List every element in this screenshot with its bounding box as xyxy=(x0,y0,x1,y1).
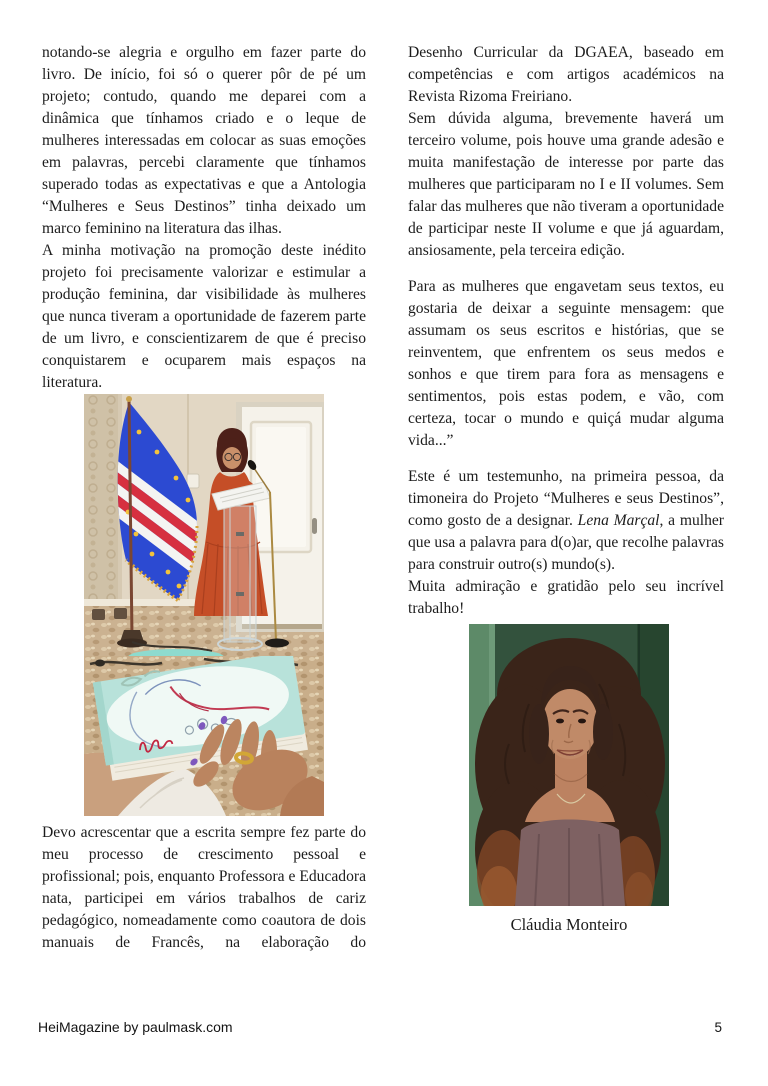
page-number: 5 xyxy=(714,1020,722,1035)
paragraph: Sem dúvida alguma, brevemente haverá um terceiro volume, pois houve uma grande adesão e muita manifestação de interesse por parte das mulheres que participaram no I e II volumes. Sem falar das mulheres que não tiveram a oportunidade de participar neste II volume e que já aguardam, ansiosamente, pela terceira edição. xyxy=(408,110,724,259)
paragraph: notando-se alegria e orgulho em fazer parte do livro. De início, foi só o querer pôr de pé um projeto; contudo, quando me deparei com a dinâmica que tínhamos criado e o leque de mulheres interessadas em colocar as suas emoções em palavras, percebi claramente que tínhamos superado todas as expectativas e que a Antologia “Mulheres e Seus Destinos” tinha deixado um marco feminino na literatura das ilhas. xyxy=(42,44,366,237)
left-top-paragraphs xyxy=(42,42,366,394)
right-column xyxy=(408,42,724,936)
left-column xyxy=(42,42,366,954)
book-photo xyxy=(84,656,366,816)
paragraph: Este é um testemunho, na primeira pessoa, da timoneira do Projeto “Mulheres e seus Destinos”, como gosto de a designar. Lena Marçal, a mulher que usa a palavra para d(o)ar, que recolhe palavras para construir outro(s) mundo(s). xyxy=(408,468,724,573)
book-photo-art xyxy=(84,656,324,816)
left-bottom-paragraphs xyxy=(42,822,366,954)
event-photo-art xyxy=(84,394,324,656)
right-paragraphs xyxy=(408,42,724,620)
event-photo xyxy=(84,394,366,656)
paragraph: Muita admiração e gratidão pelo seu incrível trabalho! xyxy=(408,578,724,617)
paragraph: Desenho Curricular da DGAEA, baseado em competências e com artigos académicos na Revista Rizoma Freiriano. xyxy=(408,44,724,105)
paragraph: Para as mulheres que engavetam seus textos, eu gostaria de deixar a seguinte mensagem: que assumam os seus escritos e histórias, que se reinventem, que enfrentem os seus medos e sonhos e que tirem para fora as mensagens e sentimentos, pois estas podem, e vão, com certeza, tocar o mundo e quiçá mudar alguma vida...” xyxy=(408,278,724,449)
portrait-photo xyxy=(469,624,724,906)
footer-magazine-credit: HeiMagazine by paulmask.com xyxy=(38,1019,233,1035)
paragraph: A minha motivação na promoção deste inédito projeto foi precisamente valorizar e estimular a produção feminina, dar visibilidade às mulheres que nunca tiveram a oportunidade de fazerem parte de um livro, e conscientizarem de que é preciso conquistarem e ocuparem mais espaços na literatura. xyxy=(42,242,366,391)
portrait-caption: Cláudia Monteiro xyxy=(510,915,628,934)
portrait-photo-art xyxy=(469,624,669,906)
paragraph: Devo acrescentar que a escrita sempre fez parte do meu processo de crescimento pessoal e profissional; pois, enquanto Professora e Educadora nata, participei em vários trabalhos de cariz pedagógico, nomeadamente como coautora de dois manuais de Francês, na elaboração do xyxy=(42,824,366,951)
